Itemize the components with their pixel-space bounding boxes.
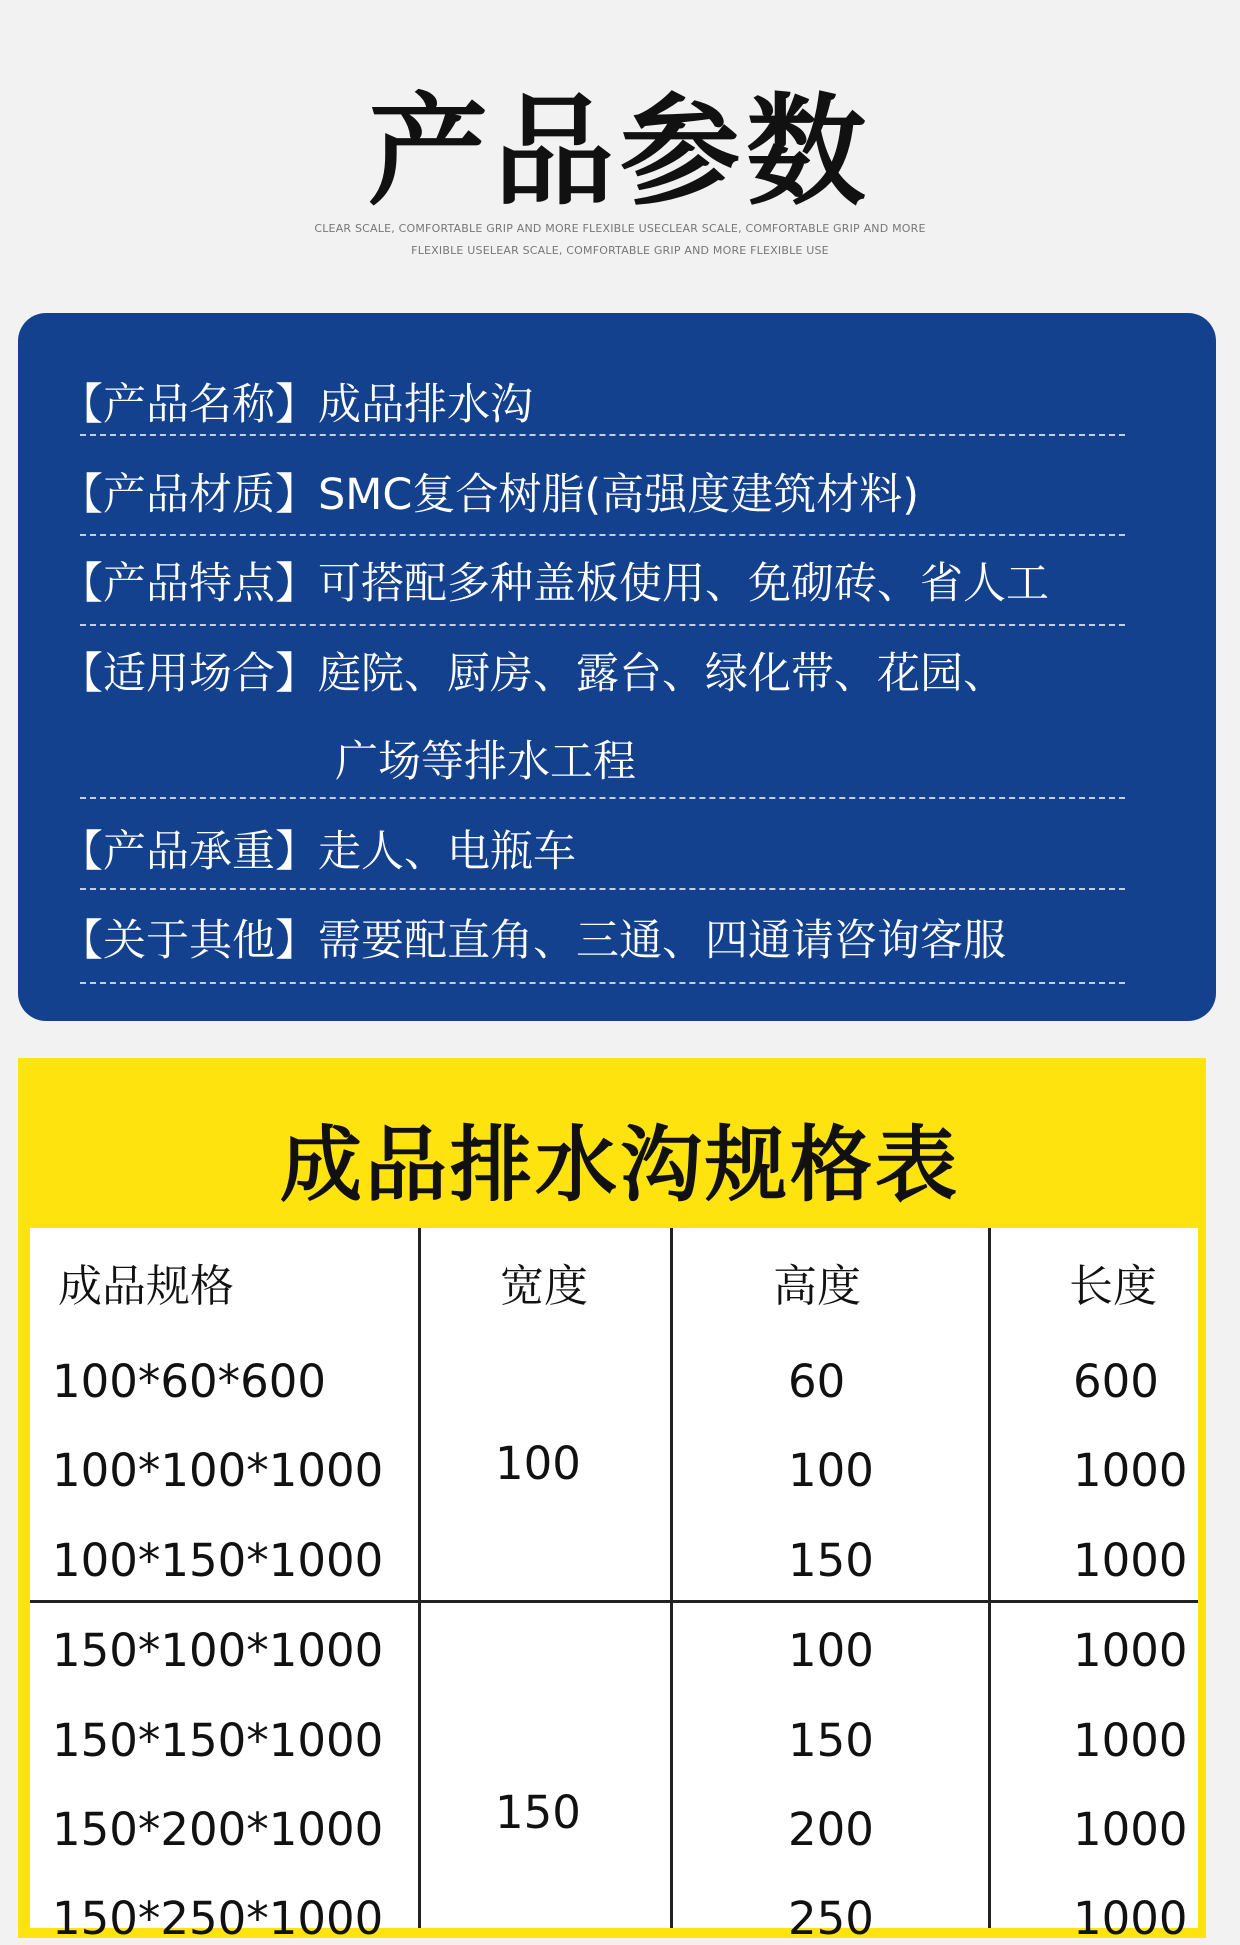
table-cell-width: 150 (495, 1786, 581, 1839)
table-cell-height: 150 (788, 1534, 874, 1587)
table-cell-spec: 150*200*1000 (52, 1803, 384, 1856)
param-divider (80, 534, 1125, 536)
table-cell-length: 1000 (1073, 1714, 1188, 1767)
param-row-other (60, 907, 1140, 968)
param-value: 成品排水沟 (318, 380, 533, 430)
table-cell-height: 200 (788, 1803, 874, 1856)
spec-table-title: 成品排水沟规格表 (279, 1118, 960, 1213)
param-label: 【适用场合】 (60, 649, 318, 699)
table-cell-spec: 150*150*1000 (52, 1714, 384, 1767)
param-value: SMC复合树脂(高强度建筑材料) (318, 470, 919, 520)
page-subtitle (0, 218, 1240, 262)
table-cell-width: 100 (495, 1437, 581, 1490)
table-header-spec: 成品规格 (58, 1261, 234, 1312)
param-value: 可搭配多种盖板使用、免砌砖、省人工 (318, 559, 1049, 609)
table-header-width: 宽度 (500, 1261, 588, 1312)
table-column-divider (418, 1228, 421, 1928)
table-cell-height: 60 (788, 1355, 846, 1408)
param-divider (80, 624, 1125, 626)
param-value: 走人、电瓶车 (318, 827, 576, 877)
param-label: 【产品特点】 (60, 559, 318, 609)
table-cell-spec: 150*250*1000 (52, 1892, 384, 1945)
param-row-applications (60, 640, 1140, 701)
table-cell-length: 1000 (1073, 1624, 1188, 1677)
page-title: 产品参数 (368, 83, 872, 222)
subtitle-line-2: FLEXIBLE USELEAR SCALE, COMFORTABLE GRIP AND MORE FLEXIBLE USE (411, 244, 829, 257)
param-divider (80, 888, 1125, 890)
param-row-applications-cont (335, 728, 1240, 789)
table-column-divider (988, 1228, 991, 1928)
table-cell-spec: 100*100*1000 (52, 1444, 384, 1497)
param-value: 庭院、厨房、露台、绿化带、花园、 (318, 649, 1006, 699)
param-label: 【关于其他】 (60, 916, 318, 966)
param-divider (80, 434, 1125, 436)
table-cell-height: 150 (788, 1714, 874, 1767)
table-cell-spec: 100*60*600 (52, 1355, 327, 1408)
param-label: 【产品承重】 (60, 827, 318, 877)
table-cell-spec: 100*150*1000 (52, 1534, 384, 1587)
param-label: 【产品名称】 (60, 380, 318, 430)
table-cell-height: 250 (788, 1892, 874, 1945)
table-header-length: 长度 (1069, 1261, 1157, 1312)
table-column-divider (670, 1228, 673, 1928)
param-label: 【产品材质】 (60, 470, 318, 520)
table-cell-spec: 150*100*1000 (52, 1624, 384, 1677)
param-value: 广场等排水工程 (335, 737, 636, 787)
param-row-name (60, 371, 1140, 432)
param-divider (80, 982, 1125, 984)
param-row-load (60, 818, 1140, 879)
param-divider (80, 797, 1125, 799)
table-cell-height: 100 (788, 1444, 874, 1497)
subtitle-line-1: CLEAR SCALE, COMFORTABLE GRIP AND MORE FLEXIBLE USECLEAR SCALE, COMFORTABLE GRIP AND MORE (314, 222, 926, 235)
table-group-divider (30, 1600, 1198, 1603)
param-value: 需要配直角、三通、四通请咨询客服 (318, 916, 1006, 966)
param-row-material (60, 461, 1140, 522)
table-cell-height: 100 (788, 1624, 874, 1677)
table-cell-length: 1000 (1073, 1444, 1188, 1497)
table-cell-length: 1000 (1073, 1892, 1188, 1945)
param-row-features (60, 550, 1140, 611)
table-header-height: 高度 (773, 1261, 861, 1312)
table-cell-length: 600 (1073, 1355, 1159, 1408)
table-cell-length: 1000 (1073, 1534, 1188, 1587)
table-cell-length: 1000 (1073, 1803, 1188, 1856)
